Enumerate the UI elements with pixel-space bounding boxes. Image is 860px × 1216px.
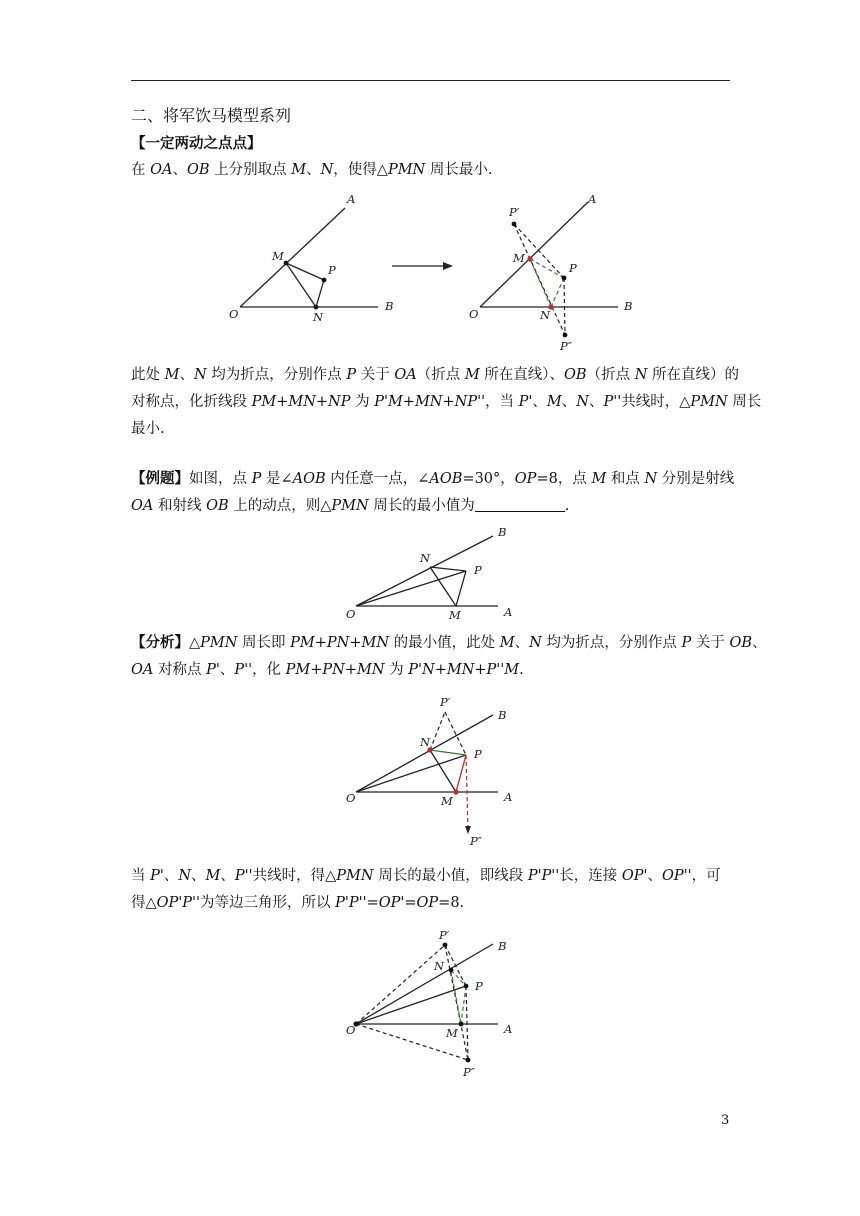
label-p-fig3: P [474, 747, 482, 761]
segment-p1-p-dashed-fig4 [445, 945, 466, 986]
label-p2-fig3: P″ [470, 834, 483, 848]
segment-p1-p2-dashed-fig4 [445, 945, 468, 1060]
label-p1-fig3: P′ [440, 695, 451, 709]
conclusion-line-2: 得△OP'P''为等边三角形，所以 P'P''=OP'=OP=8. [131, 895, 465, 911]
label-m-fig3: M [441, 794, 453, 808]
label-p2: P″ [560, 339, 573, 353]
label-o-fig2: O [346, 607, 356, 621]
label-m-fig4: M [446, 1026, 458, 1040]
explanation-line-2: 对称点，化折线段 PM+MN+NP 为 P'M+MN+NP''，当 P'、M、N、P''共线时，△PMN 周长 [131, 394, 762, 410]
label-a-fig3: A [504, 790, 513, 804]
point-p-fig4 [464, 984, 469, 989]
label-p: P [328, 263, 336, 277]
label-a-fig4: A [504, 1022, 513, 1036]
subsection-title: 【一定两动之点点】 [131, 135, 262, 152]
label-o-fig4: O [346, 1023, 356, 1037]
example-line-2: OA 和射线 OB 上的动点，则△PMN 周长的最小值为 . [131, 498, 570, 514]
label-n-fig3: N [420, 735, 431, 749]
section-title: 二、将军饮马模型系列 [131, 106, 292, 125]
label-b-fig3: B [498, 708, 507, 722]
label-m: M [272, 249, 284, 263]
analysis-line-1: 【分析】△PMN 周长即 PM+PN+MN 的最小值，此处 M、N 均为折点，分别作点 P 关于 OB、 [131, 634, 767, 651]
label-o-2: O [469, 307, 479, 321]
label-p1: P′ [509, 205, 520, 219]
label-n-fig2: N [420, 551, 431, 565]
explanation-line-3: 最小. [131, 421, 165, 437]
label-b: B [385, 299, 394, 313]
conclusion-line-1: 当 P'、N、M、P''共线时，得△PMN 周长的最小值，即线段 P'P''长，连接 OP'、OP''，可 [131, 868, 721, 884]
label-o: O [229, 307, 239, 321]
label-m-fig2: M [449, 608, 461, 622]
label-p1-fig4: P′ [439, 928, 450, 942]
point-p2-fig4 [466, 1058, 471, 1063]
label-p-fig2: P [474, 563, 482, 577]
ray-ob-fig4 [356, 944, 493, 1024]
point-p1-fig4 [443, 943, 448, 948]
label-p2-fig4: P″ [463, 1065, 476, 1079]
intro-paragraph: 在 OA、OB 上分别取点 M、N，使得△PMN 周长最小. [131, 162, 493, 178]
label-m-2: M [513, 251, 525, 265]
label-n: N [313, 310, 324, 324]
label-o-fig3: O [346, 791, 356, 805]
analysis-line-2: OA 对称点 P'、P''，化 PM+PN+MN 为 P'N+MN+P''M. [131, 662, 524, 678]
point-m-fig4 [459, 1022, 464, 1027]
segment-o-p1-dashed [356, 945, 445, 1024]
label-b-2: B [624, 299, 633, 313]
label-p-2: P [569, 261, 577, 275]
explanation-line-1: 此处 M、N 均为折点，分别作点 P 关于 OA（折点 M 所在直线）、OB（折点 N 所在直线）的 [131, 367, 739, 383]
page-number: 3 [721, 1113, 730, 1128]
label-a-fig2: A [504, 605, 513, 619]
label-n-2: N [540, 308, 551, 322]
label-p-fig4: P [475, 979, 483, 993]
example-line-1: 【例题】如图，点 P 是∠AOB 内任意一点，∠AOB=30°，OP=8，点 M 和点 N 分别是射线 [131, 470, 735, 487]
label-b-fig4: B [498, 939, 507, 953]
label-b-fig2: B [498, 525, 507, 539]
point-n-fig4 [449, 968, 454, 973]
label-a: A [347, 192, 356, 206]
label-a-2: A [588, 192, 597, 206]
label-n-fig4: N [434, 959, 445, 973]
segment-pm-green-fig4 [461, 986, 466, 1024]
